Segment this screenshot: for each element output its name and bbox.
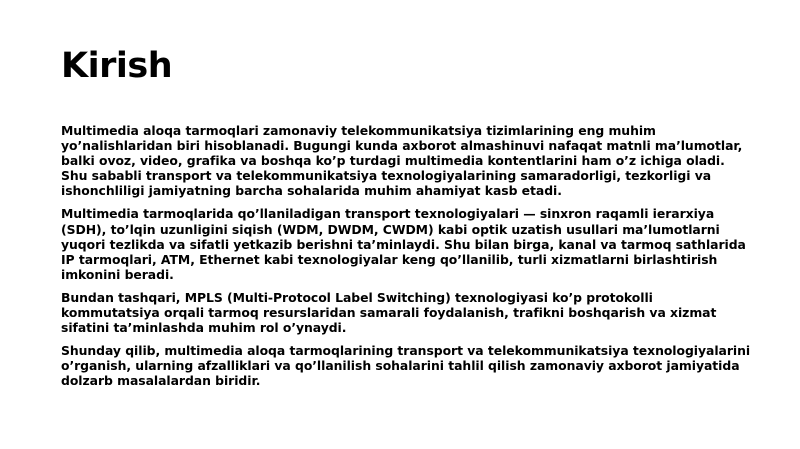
paragraph-transport-technologies: Multimedia tarmoqlarida qo’llaniladigan transport texnologiyalari — sinxron raqamli ierarxiya (SDH), to’lqin uzunligini siqish (WDM, DWDM, CWDM) kabi optik uzatish usullari ma’lumotlarni yuqori tezlikda va sifatli yetkazib berishni ta’minlaydi. Shu bilan birga, kanal va tarmoq sathlarida IP tarmoqlari, ATM, Ethernet kabi texnologiyalar keng qo’llanilib, turli xizmatlarni birlashtirish imkonini beradi.	[61, 206, 746, 282]
slide-body	[61, 123, 751, 397]
paragraph-introduction: Multimedia aloqa tarmoqlari zamonaviy telekommunikatsiya tizimlarining eng muhim yo’nalishlaridan biri hisoblanadi. Bugungi kunda axborot almashinuvi nafaqat matnli ma’lumotlar, balki ovoz, video, grafika va boshqa ko’p turdagi multimedia kontentlarini ham o’z ichiga oladi. Shu sababli transport va telekommunikatsiya texnologiyalarining samaradorligi, tezkorligi va ishonchliligi jamiyatning barcha sohalarida muhim ahamiyat kasb etadi.	[61, 123, 743, 199]
paragraph-mpls: Bundan tashqari, MPLS (Multi-Protocol Label Switching) texnologiyasi ko’p protokolli kommutatsiya orqali tarmoq resurslaridan samarali foydalanish, trafikni boshqarish va xizmat sifatini ta’minlashda muhim rol o’ynaydi.	[61, 289, 717, 336]
paragraph-conclusion: Shunday qilib, multimedia aloqa tarmoqlarining transport va telekommunikatsiya texnologiyalarini o’rganish, ularning afzalliklari va qo’llanilish sohalarini tahlil qilish zamonaviy axborot jamiyatida dolzarb masalalardan biridir.	[61, 343, 751, 389]
slide-title: Kirish	[61, 46, 173, 86]
